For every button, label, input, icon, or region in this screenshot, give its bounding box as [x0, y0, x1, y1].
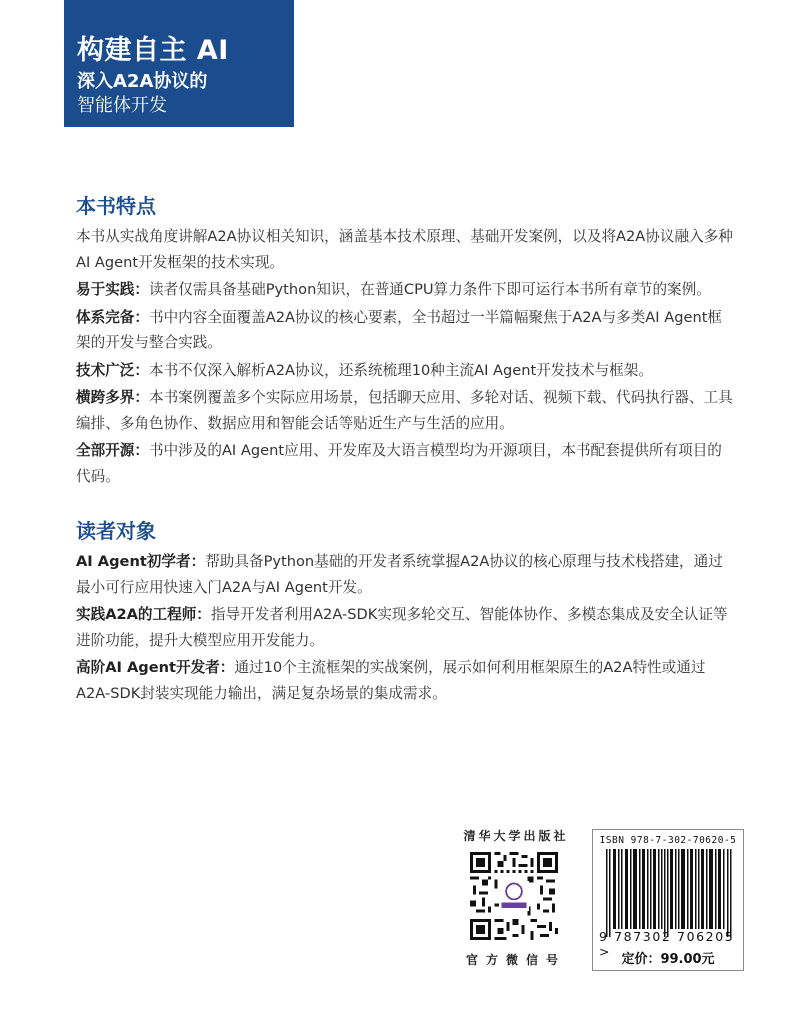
publisher-name: 清华大学出版社	[463, 829, 569, 843]
feature-text: 书中涉及的AI Agent应用、开发库及大语言模型均为开源项目，本书配套提供所有项目的代码。	[76, 442, 722, 485]
feature-item	[76, 277, 736, 303]
feature-item	[76, 358, 736, 384]
feature-label: 全部开源：	[76, 442, 149, 459]
feature-label: 横跨多界：	[76, 389, 149, 406]
feature-text: 读者仅需具备基础Python知识，在普通CPU算力条件下即可运行本书所有章节的案例。	[148, 281, 711, 298]
qr-code-icon	[470, 852, 558, 940]
features-intro: 本书从实战角度讲解A2A协议相关知识，涵盖基本技术原理、基础开发案例，以及将A2A协议融入多种AI Agent开发框架的技术实现。	[76, 228, 733, 271]
reader-text: 帮助具备Python基础的开发者系统掌握A2A协议的核心原理与技术栈搭建，通过最小可行应用快速入门A2A与AI Agent开发。	[76, 553, 723, 596]
qr-caption: 官方微信号	[465, 953, 566, 967]
reader-item	[76, 549, 736, 600]
readers-heading: 读者对象	[76, 519, 156, 543]
reader-label: AI Agent初学者：	[76, 553, 206, 570]
features-heading: 本书特点	[76, 194, 156, 218]
readers-section	[76, 517, 736, 708]
feature-item	[76, 385, 736, 436]
barcode-digits: 9 787302 706205 >	[599, 929, 735, 959]
feature-text: 本书案例覆盖多个实际应用场景，包括聊天应用、多轮对话、视频下载、代码执行器、工具编排、多角色协作、数据应用和智能会话等贴近生产与生活的应用。	[76, 389, 733, 432]
feature-label: 技术广泛：	[76, 361, 149, 379]
price-label: 定价：99.00元	[621, 952, 715, 967]
reader-text: 通过10个主流框架的实战案例，展示如何利用框架原生的A2A特性或通过A2A-SDK封装实现能力输出，满足复杂场景的集成需求。	[76, 659, 706, 702]
book-subtitle-line1: 深入A2A协议的	[77, 71, 208, 92]
reader-item	[76, 602, 736, 653]
reader-label: 高阶AI Agent开发者：	[76, 659, 235, 676]
feature-item	[76, 438, 736, 489]
isbn-number: ISBN 978-7-302-70620-5	[599, 835, 737, 846]
feature-text: 书中内容全面覆盖A2A协议的核心要素，全书超过一半篇幅聚焦于A2A与多类AI Agent框架的开发与整合实践。	[76, 308, 723, 351]
feature-text: 本书不仅深入解析A2A协议，还系统梳理10种主流AI Agent开发技术与框架。	[148, 361, 653, 379]
book-subtitle-line2: 智能体开发	[77, 95, 167, 116]
reader-text: 指导开发者利用A2A-SDK实现多轮交互、智能体协作、多模态集成及安全认证等进阶功能，提升大模型应用开发能力。	[76, 606, 728, 649]
feature-label: 体系完备：	[76, 308, 149, 326]
feature-label: 易于实践：	[76, 281, 149, 298]
feature-item	[76, 305, 736, 356]
barcode-icon	[606, 849, 732, 937]
features-section	[76, 192, 736, 491]
cover-title-box	[64, 0, 294, 127]
reader-label: 实践A2A的工程师：	[76, 606, 211, 623]
reader-item	[76, 655, 736, 706]
isbn-barcode-box	[592, 829, 744, 971]
book-title: 构建自主 AI	[77, 35, 229, 66]
